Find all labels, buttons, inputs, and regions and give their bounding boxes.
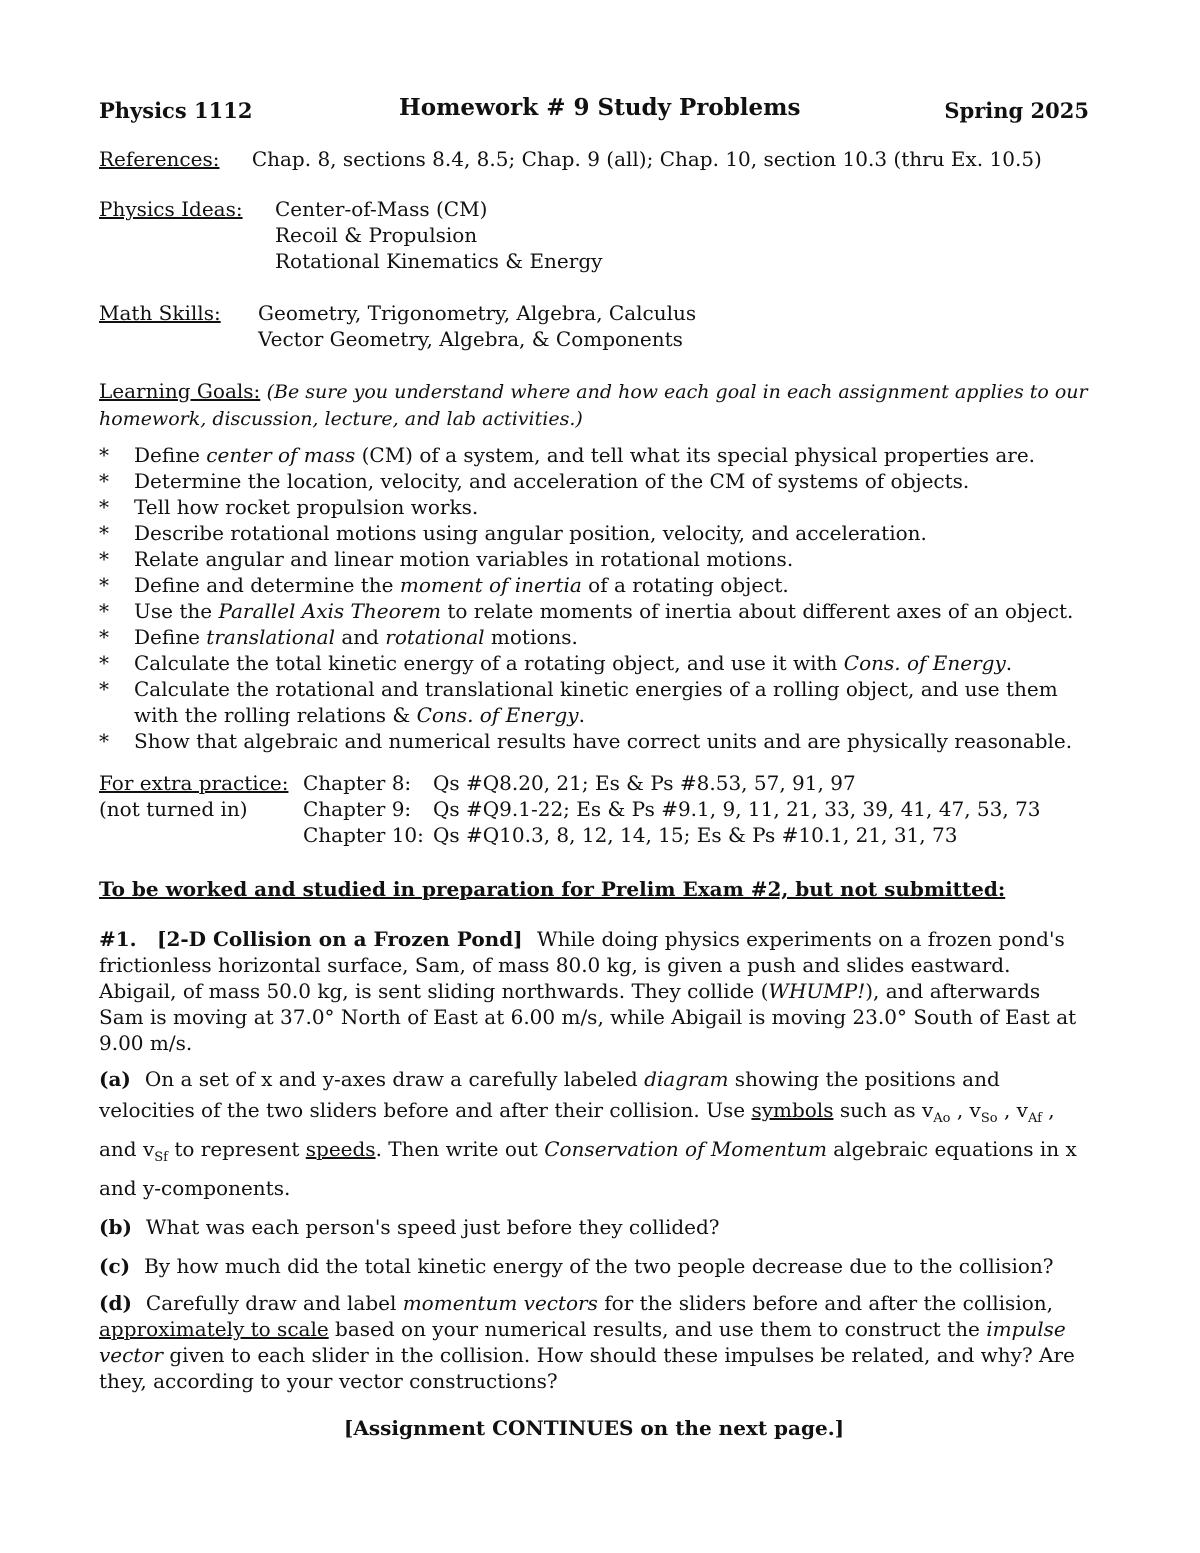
list-item: * Define center of mass (CM) of a system, and tell what its special physical properties are. — [99, 443, 1036, 467]
continues-note: [Assignment CONTINUES on the next page.] — [343, 1416, 845, 1440]
chapter-problems: Qs #Q10.3, 8, 12, 14, 15; Es & Ps #10.1, 21, 31, 73 — [433, 823, 958, 847]
math-skill-item: Vector Geometry, Algebra, & Components — [258, 327, 683, 351]
part-b: (b) What was each person's speed just before they collided? — [99, 1215, 720, 1239]
physics-ideas-label: Physics Ideas: — [99, 197, 243, 221]
learning-goals-list — [99, 442, 1089, 754]
page-header — [99, 94, 1089, 126]
problem-1: #1. [2-D Collision on a Frozen Pond] While doing physics experiments on a frozen pond's frictionless horizontal surface, Sam, of mass 80.0 kg, is given a push and slides eastward. Abigail, of mass 50.0 kg, is sent sliding northwards. They collide (WHUMP!), and afterwards Sam is moving at 37.0° North of East at 6.00 m/s, while Abigail is moving 23.0° South of East at 9.00 m/s. — [99, 927, 1077, 1055]
chapter-problems: Qs #Q8.20, 21; Es & Ps #8.53, 57, 91, 97 — [433, 771, 856, 795]
learning-goals — [99, 378, 1089, 432]
list-item: * Show that algebraic and numerical results have correct units and are physically reasonable. — [99, 729, 1073, 753]
chapter-label: Chapter 9: — [303, 797, 412, 821]
list-item: * Tell how rocket propulsion works. — [99, 495, 479, 519]
extra-practice-sublabel: (not turned in) — [99, 797, 248, 821]
term: Spring 2025 — [944, 98, 1089, 123]
list-item: * Calculate the rotational and translational kinetic energies of a rolling object, and use them with the rolling relations & Cons. of Energy. — [99, 677, 1058, 727]
list-item: * Define and determine the moment of inertia of a rotating object. — [99, 573, 789, 597]
problem-number: #1. — [99, 927, 137, 951]
physics-idea-item: Rotational Kinematics & Energy — [275, 249, 603, 273]
problem-title: [2-D Collision on a Frozen Pond] — [157, 927, 523, 951]
physics-idea-item: Center-of-Mass (CM) — [275, 197, 488, 221]
list-item: * Define translational and rotational motions. — [99, 625, 578, 649]
document-page — [99, 94, 1089, 1440]
part-a: (a) On a set of x and y-axes draw a carefully labeled diagram showing the positions and velocities of the two sliders before and after their collision. Use symbols such as $v_{Ao}$ , $v_{So}$ , $v_{Af}$ , and $v_{Sf}$ to represent speeds. Then write out Conservation of Momentum algebraic equations in x and y-components. — [99, 1067, 1077, 1200]
learning-goals-label: Learning Goals: — [99, 379, 261, 403]
math-skills-label: Math Skills: — [99, 301, 221, 325]
references-label: References: — [99, 147, 220, 171]
math-skills — [99, 300, 1089, 352]
problem-text: While doing physics experiments on a frozen pond's frictionless horizontal surface, Sam, of mass 80.0 kg, is given a push and slides eastward. Abigail, of mass 50.0 kg, is sent sliding northwards. They collide ( — [99, 927, 1065, 1003]
learning-goals-note: (Be sure you understand where and how each goal in each assignment applies to our homework, discussion, lecture, and lab activities.) — [99, 381, 1088, 430]
chapter-label: Chapter 10: — [303, 823, 424, 847]
physics-idea-item: Recoil & Propulsion — [275, 223, 478, 247]
math-skill-item: Geometry, Trigonometry, Algebra, Calculus — [258, 301, 697, 325]
list-item: * Calculate the total kinetic energy of a rotating object, and use it with Cons. of Energy. — [99, 651, 1013, 675]
part-d: (d) Carefully draw and label momentum vectors for the sliders before and after the collision, approximately to scale based on your numerical results, and use them to construct the impulse vector given to each slider in the collision. How should these impulses be related, and why? Are they, according to your vector constructions? — [99, 1291, 1075, 1393]
page-title: Homework # 9 Study Problems — [399, 94, 801, 121]
list-item: * Use the Parallel Axis Theorem to relate moments of inertia about different axes of an object. — [99, 599, 1074, 623]
list-item: * Relate angular and linear motion variables in rotational motions. — [99, 547, 794, 571]
part-c: (c) By how much did the total kinetic energy of the two people decrease due to the collision? — [99, 1254, 1054, 1278]
section-title: To be worked and studied in preparation for Prelim Exam #2, but not submitted: — [99, 877, 1006, 901]
list-item: * Determine the location, velocity, and acceleration of the CM of systems of objects. — [99, 469, 970, 493]
chapter-label: Chapter 8: — [303, 771, 412, 795]
course-name: Physics 1112 — [99, 98, 253, 123]
list-item: * Describe rotational motions using angular position, velocity, and acceleration. — [99, 521, 927, 545]
extra-practice — [99, 770, 1089, 848]
references — [99, 146, 1089, 172]
physics-ideas — [99, 196, 1089, 274]
references-text: Chap. 8, sections 8.4, 8.5; Chap. 9 (all); Chap. 10, section 10.3 (thru Ex. 10.5) — [251, 147, 1042, 171]
chapter-problems: Qs #Q9.1-22; Es & Ps #9.1, 9, 11, 21, 33, 39, 41, 47, 53, 73 — [433, 797, 1041, 821]
extra-practice-label: For extra practice: — [99, 771, 289, 795]
